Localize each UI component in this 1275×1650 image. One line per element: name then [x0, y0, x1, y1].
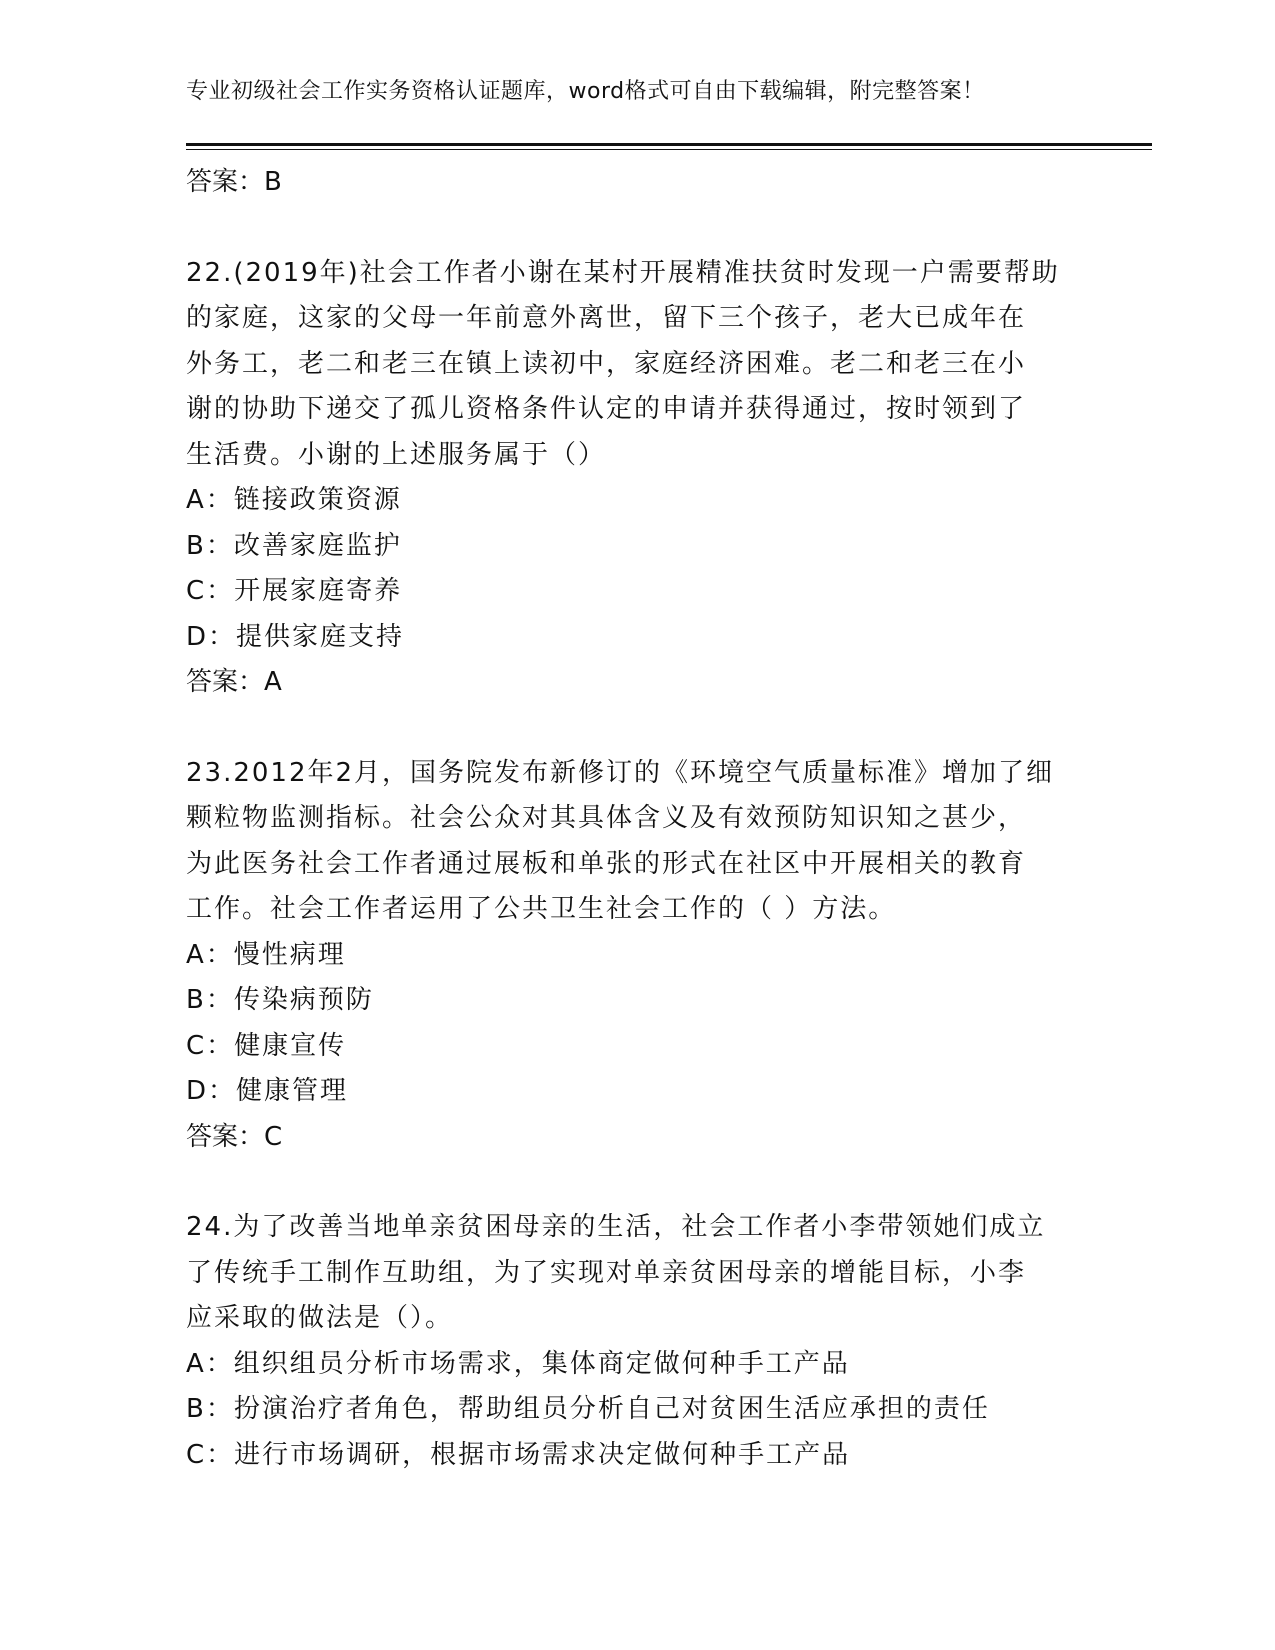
- option-c: C：开展家庭寄养: [186, 576, 403, 606]
- option-b: B：改善家庭监护: [186, 530, 402, 561]
- option-a: A：慢性病理: [186, 939, 346, 970]
- option-a: A：链接政策资源: [186, 485, 402, 515]
- question-stem-line: 23.2012年2月，国务院发布新修订的《环境空气质量标准》增加了细: [186, 757, 1055, 788]
- document-body: [186, 160, 1086, 1478]
- option-a: A：组织组员分析市场需求，集体商定做何种手工产品: [186, 1348, 850, 1379]
- question-stem-line: 的家庭，这家的父母一年前意外离世，留下三个孩子，老大已成年在: [186, 303, 1027, 333]
- question-stem-line: 颗粒物监测指标。社会公众对其具体含义及有效预防知识知之甚少，: [186, 803, 1027, 833]
- question-stem-line: 了传统手工制作互助组，为了实现对单亲贫困母亲的增能目标，小李: [186, 1257, 1027, 1288]
- option-d: D：健康管理: [186, 1076, 349, 1106]
- header-rule: [186, 143, 1152, 146]
- page-header: 专业初级社会工作实务资格认证题库，word格式可自由下载编辑，附完整答案！: [186, 79, 985, 104]
- question-stem-line: 24.为了改善当地单亲贫困母亲的生活，社会工作者小李带领她们成立: [186, 1212, 1046, 1242]
- answer: 答案：A: [186, 667, 282, 697]
- question-22: [186, 251, 1086, 706]
- question-stem-line: 谢的协助下递交了孤儿资格条件认定的申请并获得通过，按时领到了: [186, 394, 1027, 424]
- question-stem-line: 为此医务社会工作者通过展板和单张的形式在社区中开展相关的教育: [186, 848, 1027, 879]
- previous-answer: 答案：B: [186, 167, 282, 197]
- option-d: D：提供家庭支持: [186, 621, 405, 652]
- question-stem-line: 生活费。小谢的上述服务属于（）: [186, 439, 607, 470]
- spacer: [186, 706, 1086, 751]
- header-rule-thin: [186, 149, 1152, 150]
- question-stem-line: 应采取的做法是（）。: [186, 1303, 454, 1333]
- option-b: B：扮演治疗者角色，帮助组员分析自己对贫困生活应承担的责任: [186, 1394, 990, 1424]
- answer: 答案：C: [186, 1121, 283, 1152]
- spacer: [186, 1160, 1086, 1205]
- option-c: C：健康宣传: [186, 1030, 347, 1061]
- question-stem-line: 外务工，老二和老三在镇上读初中，家庭经济困难。老二和老三在小: [186, 348, 1027, 379]
- spacer: [186, 206, 1086, 251]
- option-c: C：进行市场调研，根据市场需求决定做何种手工产品: [186, 1439, 851, 1470]
- question-stem-line: 工作。社会工作者运用了公共卫生社会工作的（ ）方法。: [186, 894, 897, 924]
- question-stem-line: 22.(2019年)社会工作者小谢在某村开展精准扶贫时发现一户需要帮助: [186, 257, 1060, 288]
- option-b: B：传染病预防: [186, 985, 374, 1015]
- question-24: [186, 1205, 1086, 1478]
- question-23: [186, 751, 1086, 1161]
